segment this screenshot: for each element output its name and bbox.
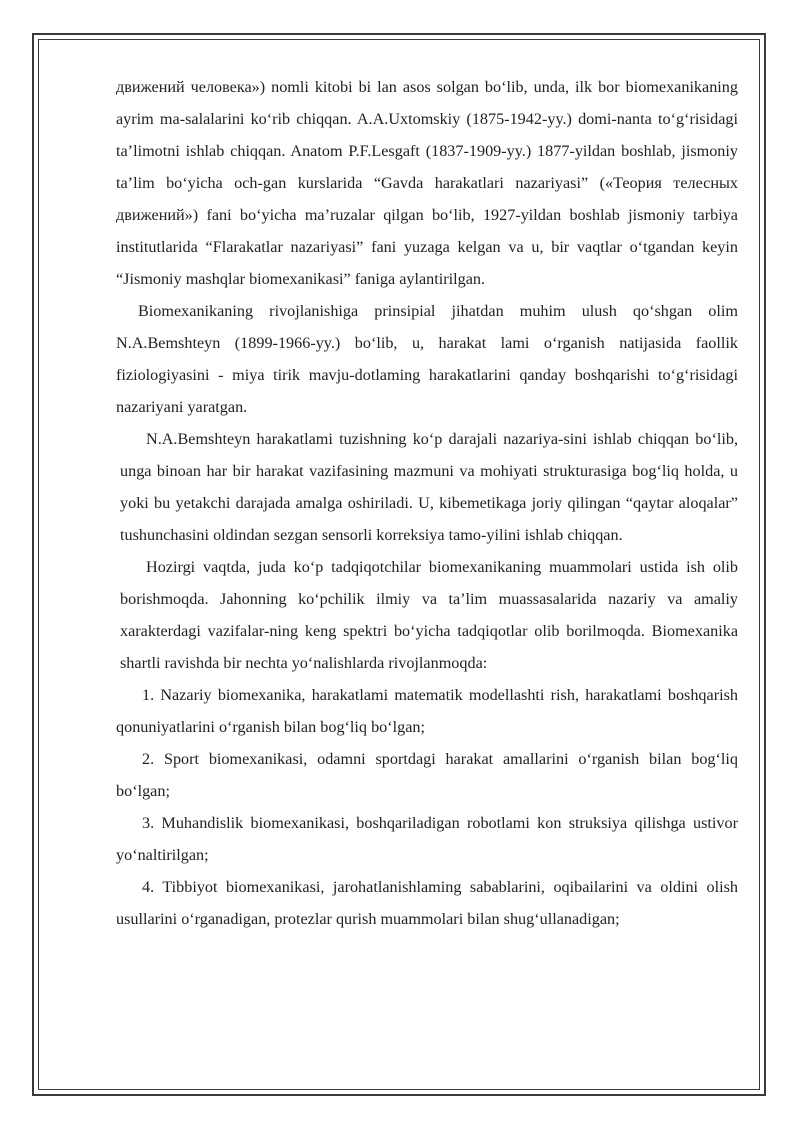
paragraph-4: Hozirgi vaqtda, juda ko‘p tadqiqotchilar biomexanikaning muammolari ustida ish olib borishmoqda. Jahonning ko‘pchilik ilmiy va ta’lim muassasalarida nazariy va amaliy xarakterdagi vazifalar-ning keng spektri bo‘yicha tadqiqotlar olib borilmoqda. Biomexanika shartli ravishda bir nechta yo‘nalishlarda rivojlanmoqda: [120,558,738,672]
paragraph-1: движений человека») nomli kitobi bi lan asos solgan bo‘lib, unda, ilk bor biomexanikaning ayrim ma-salalarini ko‘rib chiqqan. A.A.Uxtomskiy (1875-1942-yy.) domi-nanta to‘g‘risidagi ta’limotni ishlab chiqqan. Anatom P.F.Lesgaft (1837-1909-yy.) 1877-yildan boshlab, jismoniy ta’lim bo‘yicha och-gan kurslarida “Gavda harakatlari nazariyasi” («Теория телесных движений») fani bo‘yicha ma’ruzalar qilgan bo‘lib, 1927-yildan boshlab jismoniy tarbiya institutlarida “Flarakatlar nazariyasi” fani yuzaga kelgan va u, bir vaqtlar o‘tgandan keyin “Jismoniy mashqlar biomexanikasi” faniga aylantirilgan. [116,78,738,288]
paragraph-2: Biomexanikaning rivojlanishiga prinsipial jihatdan muhim ulush qo‘shgan olim N.A.Bemshteyn (1899-1966-yy.) bo‘lib, u, harakat lami o‘rganish natijasida faollik fiziologiyasini - miya tirik mavju-dotlaming harakatlarini qanday boshqarishi to‘g‘risidagi nazariyani yaratgan. [116,302,738,416]
page-text [116,71,738,935]
list-item-1: 1. Nazariy biomexanika, harakatlami matematik modellashti rish, harakatlami boshqarish qonuniyatlarini o‘rganish bilan bog‘liq bo‘lgan; [116,686,738,736]
paragraph-3: N.A.Bemshteyn harakatlami tuzishning ko‘p darajali nazariya-sini ishlab chiqqan bo‘lib, unga binoan har bir harakat vazifasining mazmuni va mohiyati strukturasiga bog‘liq holda, u yoki bu yetakchi darajada amalga oshiriladi. U, kibemetikaga joriy qilingan “qaytar aloqalar” tushunchasini oldindan sezgan sensorli korreksiya tamo-yilini ishlab chiqqan. [120,430,738,544]
list-item-2: 2. Sport biomexanikasi, odamni sportdagi harakat amallarini o‘rganish bilan bog‘liq bo‘lgan; [116,750,738,800]
list-item-3: 3. Muhandislik biomexanikasi, boshqariladigan robotlami kon struksiya qilishga ustivor yo‘naltirilgan; [116,814,738,864]
list-item-4: 4. Tibbiyot biomexanikasi, jarohatlanishlaming sabablarini, oqibailarini va oldini olish usullarini o‘rganadigan, protezlar qurish muammolari bilan shug‘ullanadigan; [116,878,738,928]
